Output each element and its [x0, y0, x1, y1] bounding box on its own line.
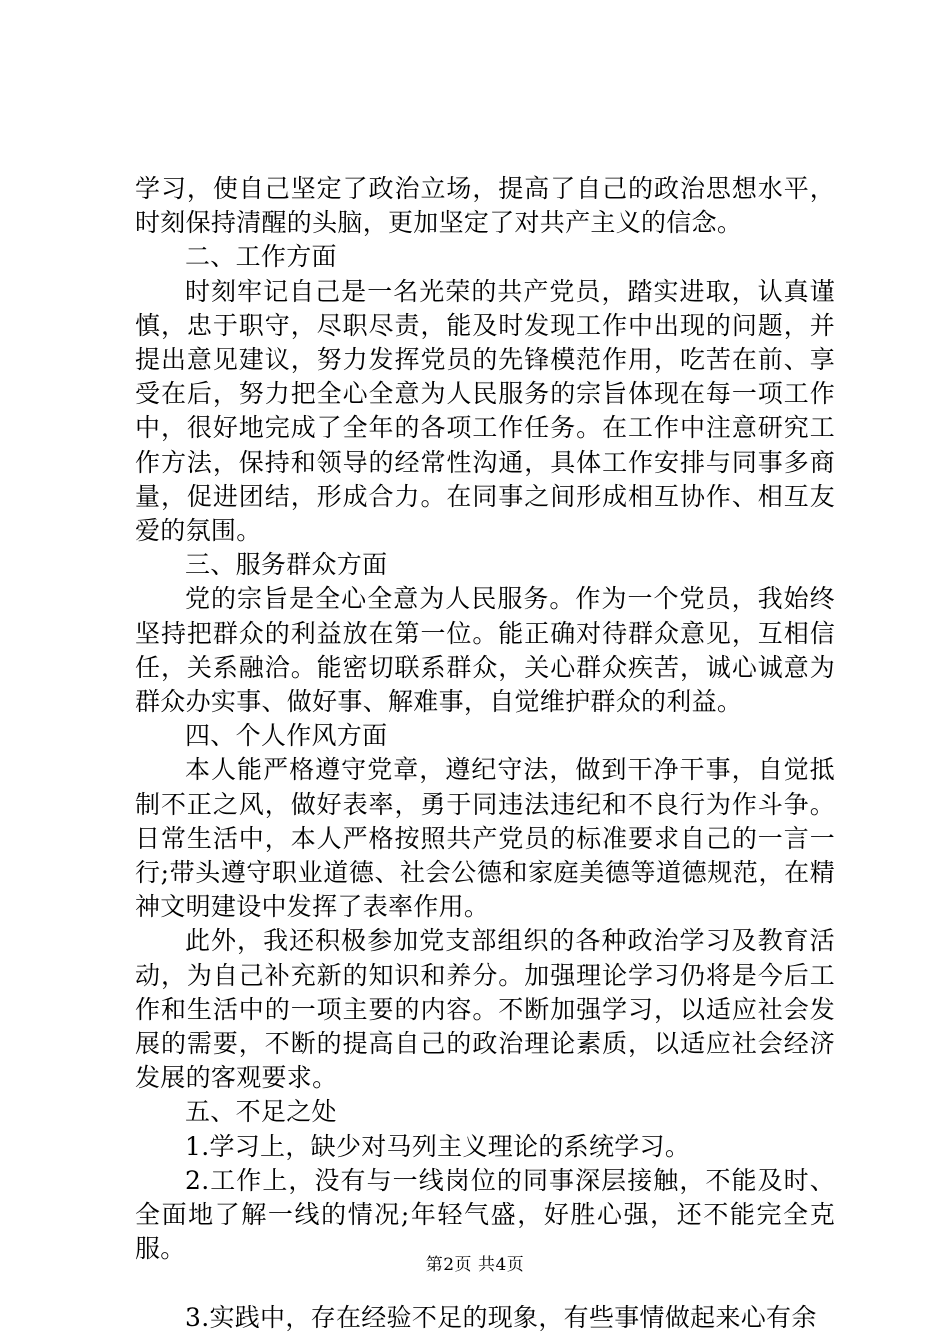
section-heading-shortcomings: 五、不足之处: [185, 1097, 337, 1127]
list-item-shortcoming-3: 3.实践中，存在经验不足的现象，有些事情做起来心有余: [185, 1302, 817, 1332]
paragraph-conduct: 本人能严格遵守党章，遵纪守法，做到干净干事，自觉抵制不正之风，做好表率，勇于同违法违纪和不良行为作斗争。日常生活中，本人严格按照共产党员的标准要求自己的一言一行;带头遵守职业道德、社会公德和家庭美德等道德规范，在精神文明建设中发挥了表率作用。: [135, 755, 835, 922]
paragraph-work: 时刻牢记自己是一名光荣的共产党员，踏实进取，认真谨慎，忠于职守，尽职尽责，能及时发现工作中出现的问题，并提出意见建议，努力发挥党员的先锋模范作用，吃苦在前、享受在后，努力把全心全意为人民服务的宗旨体现在每一项工作中，很好地完成了全年的各项工作任务。在工作中注意研究工作方法，保持和领导的经常性沟通，具体工作安排与同事多商量，促进团结，形成合力。在同事之间形成相互协作、相互友爱的氛围。: [135, 276, 835, 546]
section-heading-work: 二、工作方面: [185, 242, 337, 272]
list-item-shortcoming-1: 1.学习上，缺少对马列主义理论的系统学习。: [185, 1131, 691, 1161]
list-item-shortcoming-2: 2.工作上，没有与一线岗位的同事深层接触，不能及时、全面地了解一线的情况;年轻气盛，好胜心强，还不能完全克服。: [135, 1165, 835, 1264]
document-body: [135, 172, 835, 1335]
paragraph-service: 党的宗旨是全心全意为人民服务。作为一个党员，我始终坚持把群众的利益放在第一位。能正确对待群众意见，互相信任，关系融洽。能密切联系群众，关心群众疾苦，诚心诚意为群众办实事、做好事、解难事，自觉维护群众的利益。: [135, 584, 835, 717]
section-heading-conduct: 四、个人作风方面: [185, 721, 388, 751]
paragraph-intro-continuation: 学习，使自己坚定了政治立场，提高了自己的政治思想水平，时刻保持清醒的头脑，更加坚定了对共产主义的信念。: [135, 174, 835, 238]
page-number-footer: 第2页 共4页: [425, 1255, 525, 1275]
section-heading-service: 三、服务群众方面: [185, 550, 388, 580]
paragraph-study: 此外，我还积极参加党支部组织的各种政治学习及教育活动，为自己补充新的知识和养分。加强理论学习仍将是今后工作和生活中的一项主要的内容。不断加强学习，以适应社会发展的需要，不断的提高自己的政治理论素质，以适应社会经济发展的客观要求。: [135, 926, 835, 1093]
